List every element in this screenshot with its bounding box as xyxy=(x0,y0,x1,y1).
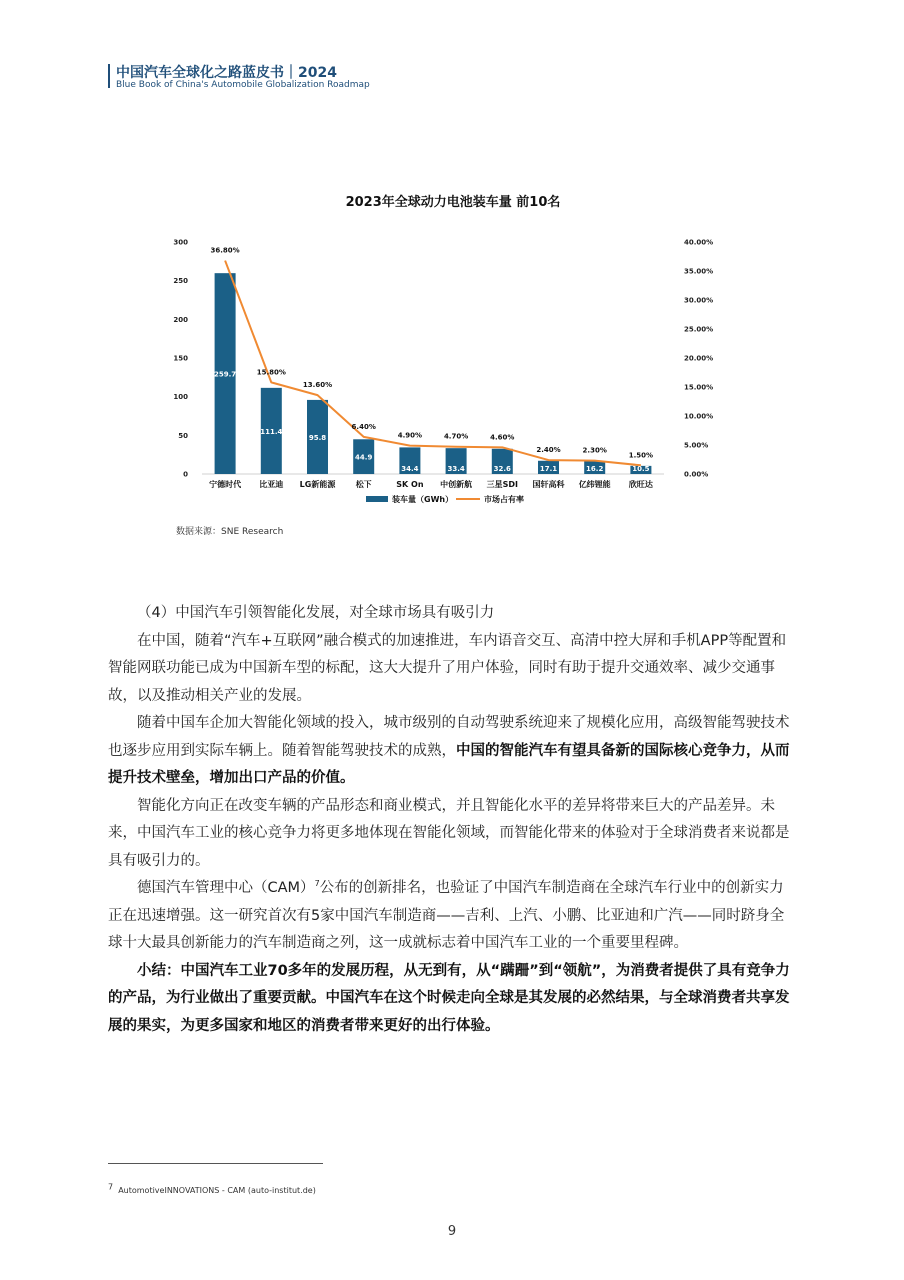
share-label: 4.90% xyxy=(397,431,423,440)
y-right-tick: 20.00% xyxy=(684,354,714,363)
category-label: 国轩高科 xyxy=(532,480,565,489)
legend-swatch-bars xyxy=(366,496,388,502)
paragraph-cam-a: 德国汽车管理中心（CAM） xyxy=(137,880,315,896)
category-label: 比亚迪 xyxy=(259,480,284,489)
paragraph-internet: 在中国，随着“汽车+互联网”融合模式的加速推进，车内语音交互、高清中控大屏和手机APP等配置和智能网联功能已成为中国新车型的标配，这大大提升了用户体验，同时有助于提升交通效率、减少交通事故，以及推动相关产业的发展。 xyxy=(108,632,787,704)
y-right-tick: 40.00% xyxy=(684,238,714,247)
category-label: 宁德时代 xyxy=(209,480,242,489)
category-label: 中创新航 xyxy=(440,480,473,489)
category-label: 三星SDI xyxy=(486,480,518,489)
bar-value-label: 44.9 xyxy=(355,453,373,462)
category-label: 欣旺达 xyxy=(628,480,653,489)
paragraph-autonomous-bold: 中国的智能汽车有望具备新的国际核心竞争力，从而提升技术壁垒，增加出口产品的价值。 xyxy=(108,742,790,786)
y-left-tick: 200 xyxy=(173,315,188,324)
share-label: 2.30% xyxy=(582,446,607,455)
y-right-tick: 25.00% xyxy=(684,325,714,334)
paragraph-cam xyxy=(108,875,798,958)
y-left-tick: 0 xyxy=(183,470,188,479)
header-title-en: Blue Book of China's Automobile Globalization Roadmap xyxy=(116,80,370,90)
chart-source: 数据来源：SNE Research xyxy=(176,527,284,537)
bar-value-label: 10.5 xyxy=(632,465,650,473)
bar-value-label: 95.8 xyxy=(308,433,327,442)
footnote xyxy=(108,1182,316,1195)
share-label: 2.40% xyxy=(536,446,561,455)
header-title-cn: 中国汽车全球化之路蓝皮书｜2024 xyxy=(116,65,337,81)
legend-label-bars: 装车量（GWh） xyxy=(392,495,454,504)
bar-value-label: 16.2 xyxy=(586,465,604,473)
category-label: 亿纬锂能 xyxy=(578,480,611,489)
share-label: 1.50% xyxy=(628,451,654,460)
y-left-tick: 50 xyxy=(178,431,188,440)
share-label: 6.40% xyxy=(351,422,376,431)
share-label: 4.60% xyxy=(490,433,515,442)
y-right-tick: 10.00% xyxy=(684,412,714,421)
share-label: 4.70% xyxy=(443,432,469,441)
share-label: 13.60% xyxy=(302,381,333,390)
y-left-tick: 300 xyxy=(173,238,188,247)
footnote-text: AutomotiveINNOVATIONS - CAM (auto-institut.de) xyxy=(118,1186,316,1195)
y-left-tick: 100 xyxy=(173,393,188,402)
y-right-tick: 15.00% xyxy=(684,383,714,392)
footnote-rule xyxy=(108,1163,323,1164)
paragraph-cam-b: 公布的创新排名，也验证了中国汽车制造商在全球汽车行业中的创新实力正在迅速增强。这一研究首次有5家中国汽车制造商——吉利、上汽、小鹏、比亚迪和广汽——同时跻身全球十大最具创新能力的汽车制造商之列，这一成就标志着中国汽车工业的一个重要里程碑。 xyxy=(108,880,785,951)
y-right-tick: 5.00% xyxy=(684,441,709,450)
paragraph-autonomous-text: 随着中国车企加大智能化领域的投入，城市级别的自动驾驶系统迎来了规模化应用，高级智能驾驶技术也逐步应用到实际车辆上。随着智能驾驶技术的成熟， xyxy=(108,715,790,759)
share-label: 36.80% xyxy=(210,246,240,255)
bar-value-label: 17.1 xyxy=(539,465,558,473)
category-label: LG新能源 xyxy=(299,480,336,489)
section-heading: （4）中国汽车引领智能化发展，对全球市场具有吸引力 xyxy=(137,605,495,621)
bar-value-label: 33.4 xyxy=(447,465,465,473)
category-label: 松下 xyxy=(355,480,372,489)
bar-value-label: 111.4 xyxy=(260,427,283,436)
paragraph-summary-bold: 小结：中国汽车工业70多年的发展历程，从无到有，从“蹒跚”到“领航”，为消费者提供了具有竞争力的产品，为行业做出了重要贡献。中国汽车在这个时候走向全球是其发展的必然结果，与全球消费者共享发展的果实，为更多国家和地区的消费者带来更好的出行体验。 xyxy=(108,962,790,1034)
bar-value-label: 34.4 xyxy=(401,465,419,473)
bar-value-label: 32.6 xyxy=(493,465,511,473)
header-rule xyxy=(108,64,110,88)
chart-title: 2023年全球动力电池装车量 前10名 xyxy=(345,195,561,210)
y-right-tick: 0.00% xyxy=(684,470,709,479)
share-line xyxy=(225,261,641,466)
category-label: SK On xyxy=(396,480,424,489)
footnote-ref[interactable]: 7 xyxy=(314,879,320,889)
paragraph-summary xyxy=(108,958,798,1041)
page-number: 9 xyxy=(447,1224,457,1239)
footnote-number: 7 xyxy=(108,1182,114,1192)
paragraph-intelligence: 智能化方向正在改变车辆的产品形态和商业模式，并且智能化水平的差异将带来巨大的产品差异。未来，中国汽车工业的核心竞争力将更多地体现在智能化领域，而智能化带来的体验对于全球消费者来说都是具有吸引力的。 xyxy=(108,797,790,869)
y-right-tick: 35.00% xyxy=(684,267,714,276)
battery-chart xyxy=(160,186,744,516)
y-left-tick: 250 xyxy=(173,277,188,286)
body-text xyxy=(108,600,798,1040)
share-label: 15.80% xyxy=(256,368,286,377)
paragraph-autonomous xyxy=(108,710,798,793)
y-left-tick: 150 xyxy=(173,354,188,363)
bar-value-label: 259.7 xyxy=(214,370,237,379)
y-right-tick: 30.00% xyxy=(684,296,714,305)
legend-label-line: 市场占有率 xyxy=(484,495,524,504)
